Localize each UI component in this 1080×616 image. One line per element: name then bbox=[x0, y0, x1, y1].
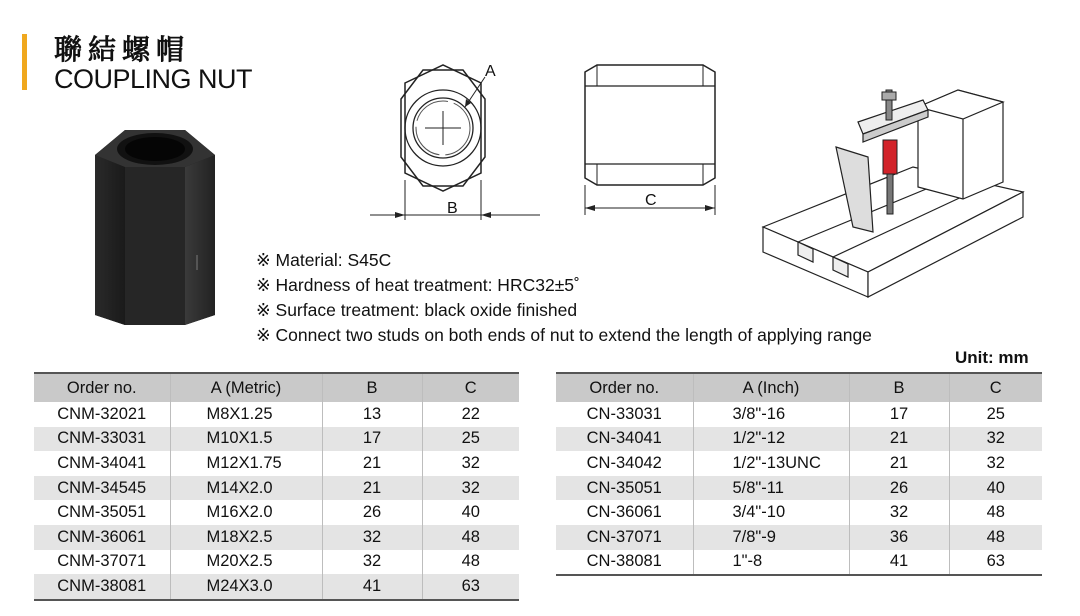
dim-b-cell: 21 bbox=[322, 476, 422, 501]
note-material: ※ Material: S45C bbox=[256, 250, 392, 270]
inch-table bbox=[556, 372, 1042, 576]
order-no-cell: CNM-32021 bbox=[57, 404, 147, 423]
size-a-cell: 3/8"-16 bbox=[693, 402, 849, 427]
order-no-cell: CN-33031 bbox=[586, 404, 662, 423]
order-no-cell: CN-37071 bbox=[556, 525, 693, 550]
size-a-cell: 3/4"-10 bbox=[693, 500, 849, 525]
nut-side-view-diagram bbox=[575, 60, 725, 220]
table-row bbox=[34, 451, 519, 476]
metric-table bbox=[34, 372, 519, 601]
size-a-cell: M14X2.0 bbox=[170, 476, 322, 501]
dim-c-cell: 40 bbox=[949, 476, 1042, 501]
size-a-cell: M8X1.25 bbox=[170, 402, 322, 427]
table-row bbox=[556, 525, 1042, 550]
metric-header-c: C bbox=[422, 373, 519, 402]
dim-c-cell: 22 bbox=[422, 402, 519, 427]
size-a-cell: M18X2.5 bbox=[170, 525, 322, 550]
table-row bbox=[34, 402, 519, 427]
dim-c-cell: 63 bbox=[422, 574, 519, 600]
dim-c-cell: 32 bbox=[422, 451, 519, 476]
order-no-cell: CN-38081 bbox=[556, 550, 693, 576]
dim-b-cell: 17 bbox=[322, 427, 422, 452]
dim-b-cell: 32 bbox=[322, 525, 422, 550]
size-a-cell: 7/8"-9 bbox=[693, 525, 849, 550]
dim-c-cell: 63 bbox=[949, 550, 1042, 576]
order-no-cell: CNM-36061 bbox=[34, 525, 170, 550]
table-row bbox=[556, 476, 1042, 501]
dim-c-cell: 48 bbox=[422, 525, 519, 550]
table-row bbox=[556, 427, 1042, 452]
inch-header-b: B bbox=[849, 373, 949, 402]
dim-b-cell: 26 bbox=[849, 476, 949, 501]
dim-c-cell: 40 bbox=[422, 500, 519, 525]
metric-header-b: B bbox=[322, 373, 422, 402]
order-no-cell: CNM-37071 bbox=[57, 552, 147, 571]
dim-b-cell: 36 bbox=[849, 525, 949, 550]
table-row bbox=[34, 550, 519, 575]
note-usage: ※ Connect two studs on both ends of nut to extend the length of applying range bbox=[256, 325, 872, 345]
note-hardness: ※ Hardness of heat treatment: HRC32±5˚ bbox=[256, 275, 580, 295]
coupling-nut-photo bbox=[85, 125, 225, 330]
dim-c-cell: 48 bbox=[949, 500, 1042, 525]
metric-header-a: A (Metric) bbox=[170, 373, 322, 402]
size-a-cell: M12X1.75 bbox=[170, 451, 322, 476]
table-row bbox=[556, 402, 1042, 427]
order-no-cell: CNM-33031 bbox=[34, 427, 170, 452]
dim-c-cell: 25 bbox=[949, 402, 1042, 427]
table-row bbox=[556, 451, 1042, 476]
dim-c-cell: 48 bbox=[949, 525, 1042, 550]
nut-end-view-diagram bbox=[365, 55, 555, 225]
title-chinese: 聯結螺帽 bbox=[54, 33, 191, 66]
size-a-cell: 1"-8 bbox=[693, 550, 849, 576]
order-no-cell: CN-35051 bbox=[556, 476, 693, 501]
dim-b-cell: 21 bbox=[849, 427, 949, 452]
dim-b-cell: 32 bbox=[849, 500, 949, 525]
table-row bbox=[34, 525, 519, 550]
order-no-cell: CNM-34041 bbox=[57, 453, 147, 472]
size-a-cell: M20X2.5 bbox=[170, 550, 322, 575]
dim-c-cell: 32 bbox=[422, 476, 519, 501]
note-surface: ※ Surface treatment: black oxide finished bbox=[256, 300, 578, 320]
order-no-cell: CN-34042 bbox=[586, 453, 662, 472]
dim-c-cell: 32 bbox=[949, 427, 1042, 452]
dim-b-cell: 17 bbox=[849, 402, 949, 427]
title-accent-bar bbox=[22, 34, 27, 90]
table-row bbox=[34, 574, 519, 600]
dim-b-cell: 41 bbox=[322, 574, 422, 600]
inch-header-order: Order no. bbox=[556, 373, 693, 402]
dim-b-cell: 26 bbox=[322, 500, 422, 525]
metric-header-order: Order no. bbox=[34, 373, 170, 402]
size-a-cell: M16X2.0 bbox=[170, 500, 322, 525]
size-a-cell: 1/2"-13UNC bbox=[693, 451, 849, 476]
size-a-cell: 5/8"-11 bbox=[693, 476, 849, 501]
unit-label: Unit: mm bbox=[955, 348, 1029, 367]
dim-c-cell: 48 bbox=[422, 550, 519, 575]
order-no-cell: CN-34041 bbox=[556, 427, 693, 452]
table-row bbox=[34, 427, 519, 452]
red-coupling-nut bbox=[883, 140, 897, 174]
label-c: C bbox=[645, 192, 657, 209]
size-a-cell: M24X3.0 bbox=[170, 574, 322, 600]
inch-header-c: C bbox=[949, 373, 1042, 402]
order-no-cell: CNM-34545 bbox=[34, 476, 170, 501]
spec-notes bbox=[256, 248, 872, 348]
order-no-cell: CNM-38081 bbox=[34, 574, 170, 600]
table-row bbox=[556, 550, 1042, 576]
dim-b-cell: 41 bbox=[849, 550, 949, 576]
dim-b-cell: 21 bbox=[849, 451, 949, 476]
size-a-cell: M10X1.5 bbox=[170, 427, 322, 452]
label-b: B bbox=[447, 200, 458, 217]
dim-b-cell: 13 bbox=[322, 402, 422, 427]
dim-c-cell: 25 bbox=[422, 427, 519, 452]
order-no-cell: CNM-35051 bbox=[57, 503, 147, 522]
title-english: COUPLING NUT bbox=[54, 64, 253, 94]
inch-header-a: A (Inch) bbox=[693, 373, 849, 402]
label-a: A bbox=[485, 63, 496, 80]
table-row bbox=[34, 476, 519, 501]
dim-b-cell: 21 bbox=[322, 451, 422, 476]
size-a-cell: 1/2"-12 bbox=[693, 427, 849, 452]
order-no-cell: CN-36061 bbox=[586, 503, 662, 522]
dim-b-cell: 32 bbox=[322, 550, 422, 575]
table-row bbox=[556, 500, 1042, 525]
dim-c-cell: 32 bbox=[949, 451, 1042, 476]
table-row bbox=[34, 500, 519, 525]
